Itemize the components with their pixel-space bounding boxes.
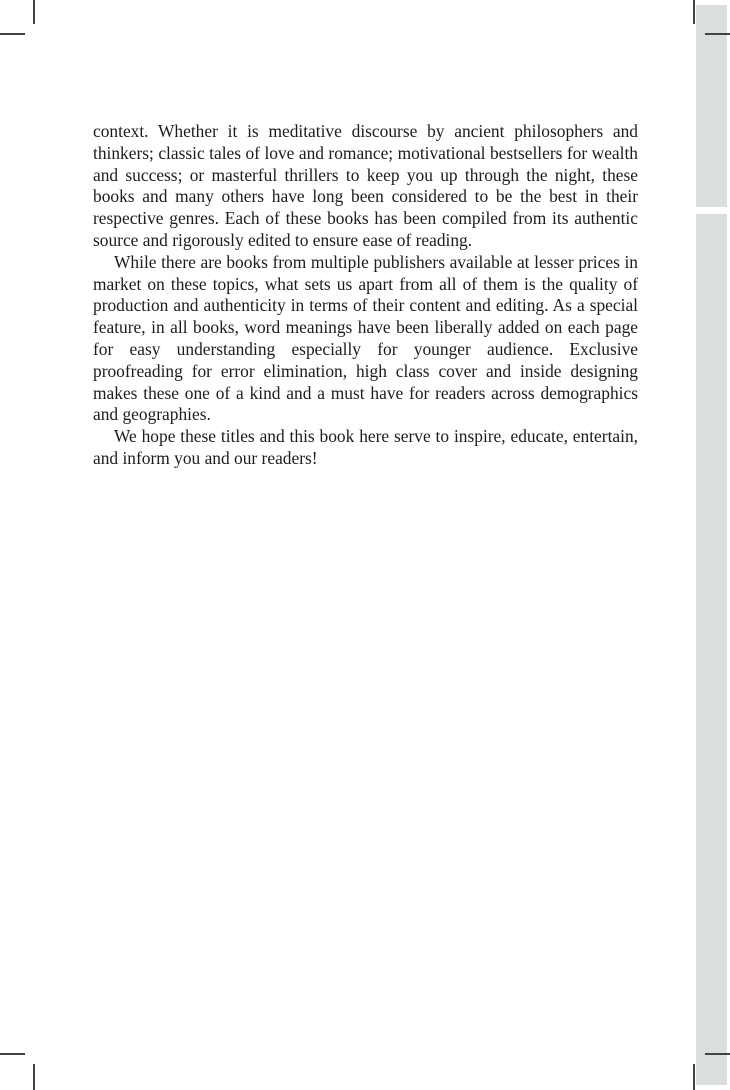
crop-mark-bottom-left-vertical [33, 1064, 35, 1090]
crop-mark-bottom-left-horizontal [0, 1053, 25, 1055]
paragraph-closing: We hope these titles and this book here serve to inspire, educate, entertain, and inform you and our readers! [93, 426, 638, 468]
crop-mark-bottom-right-horizontal [705, 1053, 730, 1055]
body-text-block [93, 121, 638, 470]
crop-mark-top-left-horizontal [0, 33, 25, 35]
page-edge-band-top [696, 5, 727, 207]
crop-mark-top-left-vertical [33, 0, 35, 24]
paragraph-quality: While there are books from multiple publishers available at lesser prices in market on these topics, what sets us apart from all of them is the quality of production and authenticity in terms of their content and editing. As a special feature, in all books, word meanings have been liberally added on each page for easy understanding especially for younger audience. Exclusive proofreading for error elimination, high class cover and inside designing makes these one of a kind and a must have for readers across demographics and geographies. [93, 251, 638, 425]
crop-mark-top-right-horizontal [705, 33, 730, 35]
crop-mark-top-right-vertical [693, 0, 695, 24]
paragraph-continuation: context. Whether it is meditative discourse by ancient philosophers and thinkers; classic tales of love and romance; motivational bestsellers for wealth and success; or masterful thrillers to keep you up through the night, these books and many others have long been considered to be the best in their respective genres. Each of these books has been compiled from its authentic source and rigorously edited to ensure ease of reading. [93, 121, 638, 250]
crop-mark-bottom-right-vertical [693, 1064, 695, 1090]
page-edge-band-bottom [696, 214, 727, 1085]
